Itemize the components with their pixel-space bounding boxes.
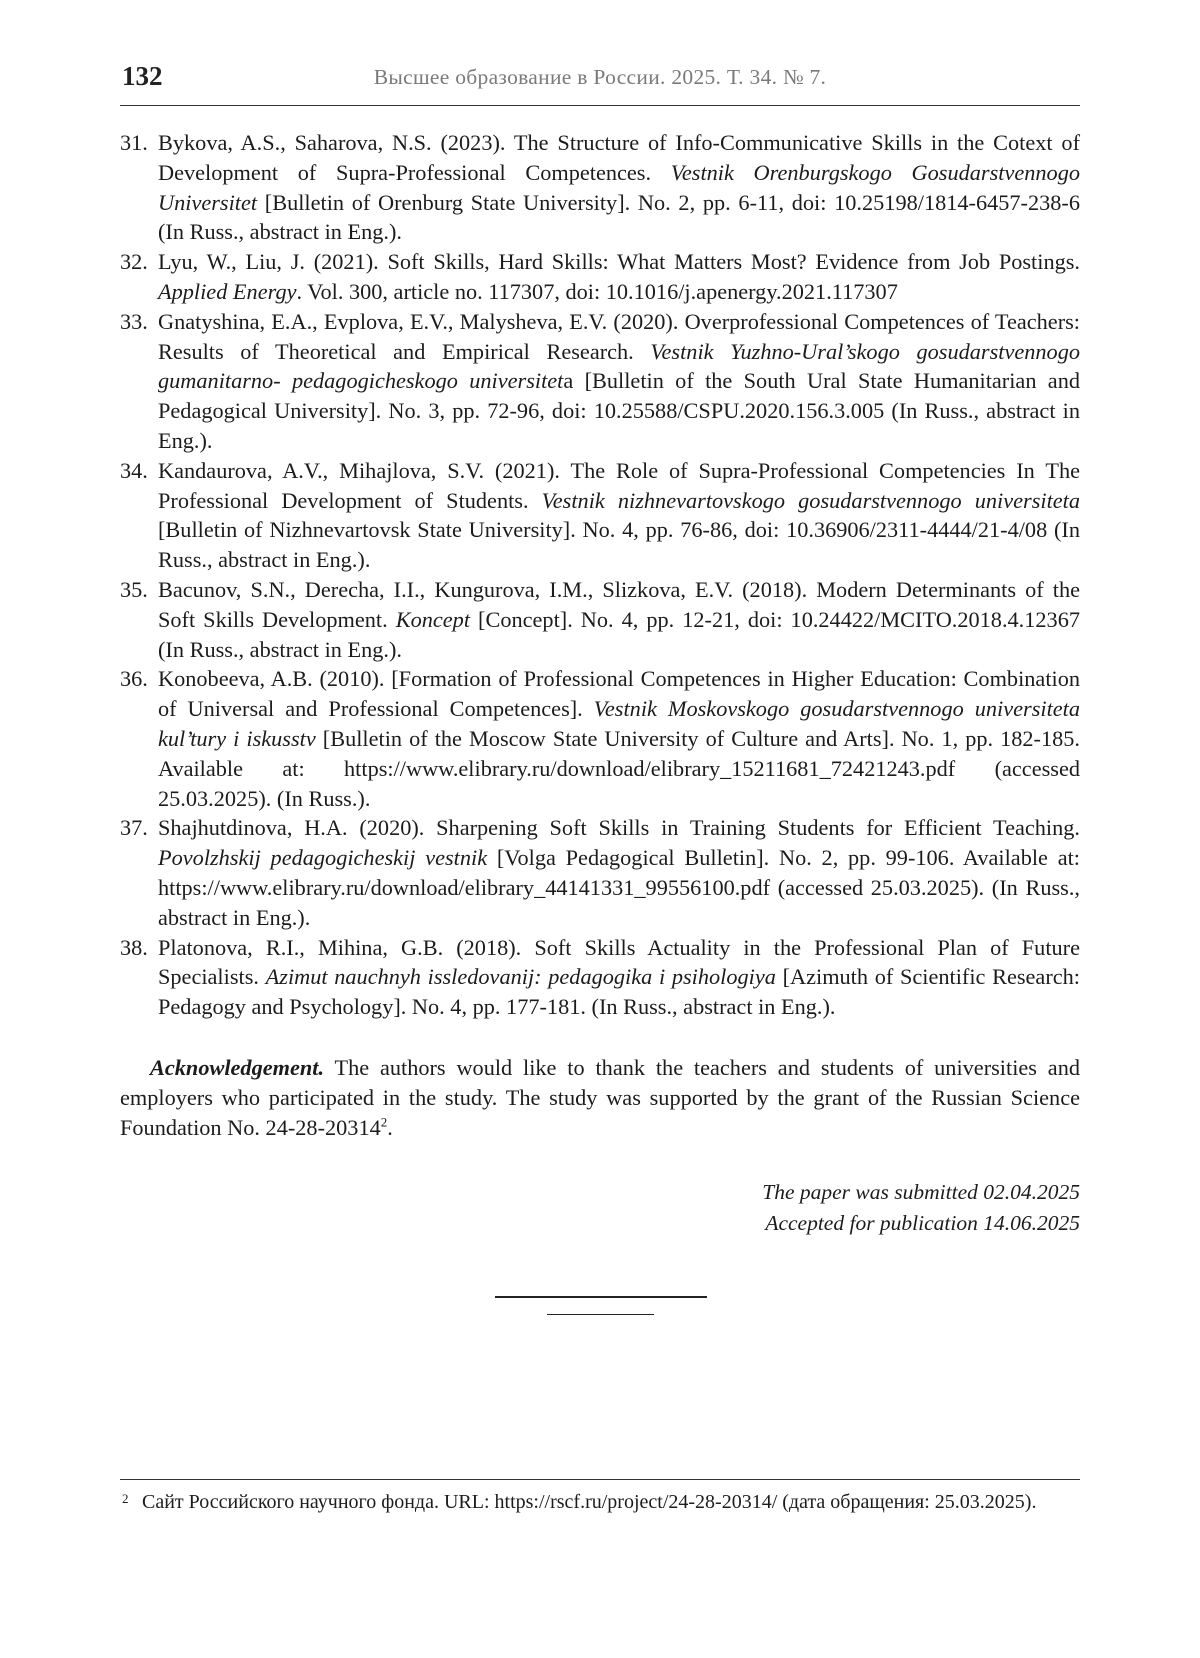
footnote-mark: 2	[122, 1491, 129, 1506]
reference-details: a [Bulletin of the South Ural State Humanitarian and Pedagogical University]. No. 3, pp. 72-96, doi: 10.25588/CSPU.2020.156.3.005 (In Russ., abstract in Eng.).	[158, 368, 1080, 453]
reference-item	[120, 128, 1080, 247]
footnote-divider	[120, 1479, 1080, 1480]
reference-number: 37.	[120, 815, 148, 841]
reference-text: Platonova, R.I., Mihina, G.B. (2018). Soft Skills Actuality in the Professional Plan of Future Specialists.	[158, 934, 1080, 990]
acknowledgement-text: The authors would like to thank the teachers and students of universities and employers who participated in the study. The study was supported by the grant of the Russian Science Foundation No. 24-28-20314	[120, 1055, 1080, 1140]
submitted-date: The paper was submitted 02.04.2025	[762, 1180, 1080, 1204]
acknowledgement-paragraph	[120, 1053, 1080, 1143]
reference-details: [Concept]. No. 4, pp. 12-21, doi: 10.24422/MCITO.2018.4.12367 (In Russ., abstract in Eng.).	[158, 606, 1080, 662]
reference-details: [Azimuth of Scientific Research: Pedagogy and Psychology]. No. 4, pp. 177-181. (In Russ., abstract in Eng.).	[158, 964, 1080, 1020]
reference-text: Bykova, A.S., Saharova, N.S. (2023). The Structure of Info-Communicative Skills in the Cotext of Development of Supra-Professional Competences.	[158, 130, 1080, 185]
page-header	[120, 55, 1080, 106]
reference-details: [Bulletin of Nizhnevartovsk State University]. No. 4, pp. 76-86, doi: 10.36906/2311-4444/21-4/08 (In Russ., abstract in Eng.).	[158, 517, 1080, 573]
reference-details: [Bulletin of the Moscow State University of Culture and Arts]. No. 1, pp. 182-185. Available at: https://www.elibrary.ru/download/elibrary_15211681_72421243.pdf (accessed 25.03.2025). (In Russ.).	[158, 725, 1080, 811]
reference-journal: Azimut nauchnyh issledovanij: pedagogika i psihologiya	[265, 964, 776, 990]
reference-item	[120, 456, 1080, 575]
reference-journal: Vestnik Orenburgskogo Gosudarstvennogo Universitet	[158, 159, 1080, 215]
reference-number: 38.	[120, 934, 148, 960]
footnote-text: Сайт Российского научного фонда. URL: https://rscf.ru/project/24-28-20314/ (дата обращения: 25.03.2025).	[142, 1491, 1037, 1513]
reference-details: . Vol. 300, article no. 117307, doi: 10.1016/j.apenergy.2021.117307	[296, 278, 898, 304]
reference-journal: Vestnik Yuzhno-Ural’skogo gosudarstvennogo gumanitarno- pedagogicheskogo universitet	[158, 338, 1080, 394]
end-rule-long	[495, 1296, 707, 1298]
reference-item	[120, 575, 1080, 664]
reference-number: 36.	[120, 666, 148, 692]
page-number: 132	[122, 61, 163, 91]
running-title: Высшее образование в России. 2025. Т. 34. № 7.	[373, 65, 827, 89]
acknowledgement-end: .	[387, 1115, 393, 1140]
reference-journal: Applied Energy	[158, 278, 297, 304]
reference-item	[120, 813, 1080, 932]
reference-text: Bacunov, S.N., Derecha, I.I., Kungurova, I.M., Slizkova, E.V. (2018). Modern Determinants of the Soft Skills Development.	[158, 576, 1080, 632]
reference-number: 32.	[120, 249, 148, 275]
submission-dates	[762, 1177, 1080, 1239]
reference-journal: Vestnik nizhnevartovskogo gosudarstvennogo universiteta	[541, 487, 1081, 513]
reference-list	[120, 128, 1080, 1022]
end-rule-short	[547, 1314, 654, 1315]
reference-item	[120, 933, 1080, 1022]
reference-text: Lyu, W., Liu, J. (2021). Soft Skills, Hard Skills: What Matters Most? Evidence from Job Postings.	[158, 249, 1080, 275]
reference-number: 34.	[120, 457, 148, 483]
reference-number: 35.	[120, 576, 148, 602]
footnote-reference: 2	[380, 1114, 388, 1130]
reference-item	[120, 247, 1080, 307]
reference-item	[120, 307, 1080, 456]
reference-details: [Bulletin of Orenburg State University]. No. 2, pp. 6-11, doi: 10.25198/1814-6457-238-6 (In Russ., abstract in Eng.).	[158, 189, 1080, 245]
accepted-date: Accepted for publication 14.06.2025	[765, 1211, 1080, 1235]
footnote	[120, 1488, 1080, 1517]
reference-journal: Povolzhskij pedagogicheskij vestnik	[158, 845, 488, 871]
reference-text: Kandaurova, A.V., Mihajlova, S.V. (2021). The Role of Supra-Professional Competencies In The Professional Development of Students.	[158, 457, 1080, 513]
reference-text: Gnatyshina, E.A., Evplova, E.V., Malysheva, E.V. (2020). Overprofessional Competences of Teachers: Results of Theoretical and Empirical Research.	[158, 308, 1080, 364]
reference-text: Shajhutdinova, H.A. (2020). Sharpening Soft Skills in Training Students for Efficient Teaching.	[158, 815, 1080, 841]
reference-number: 31.	[120, 130, 148, 155]
reference-item	[120, 664, 1080, 813]
acknowledgement-title: Acknowledgement.	[150, 1055, 325, 1080]
reference-journal: Vestnik Moskovskogo gosudarstvennogo universiteta kul’tury i iskusstv	[158, 696, 1081, 751]
reference-details: [Volga Pedagogical Bulletin]. No. 2, pp. 99-106. Available at: https://www.elibrary.ru/download/elibrary_44141331_99556100.pdf (accessed 25.03.2025). (In Russ., abstract in Eng.).	[158, 845, 1080, 930]
reference-journal: Koncept	[395, 606, 471, 632]
reference-number: 33.	[120, 308, 148, 334]
reference-text: Konobeeva, A.B. (2010). [Formation of Professional Competences in Higher Education: Combination of Universal and Professional Competences].	[158, 666, 1080, 722]
